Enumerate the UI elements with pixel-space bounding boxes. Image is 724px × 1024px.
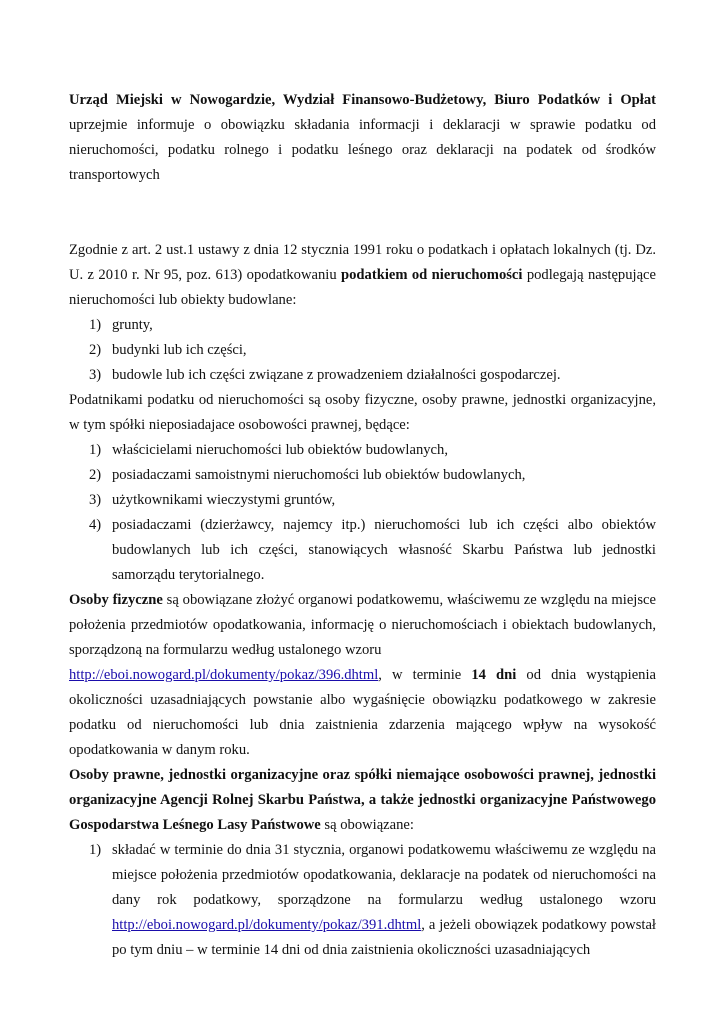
natural-persons-paragraph [69, 588, 656, 763]
natural-persons-text: są obowiązane złożyć organowi podatkowemu, właściwemu ze względu na miejsce położenia przedmiotów opodatkowania, informację o nieruchomościach i obiektach budowlanych, sporządzoną na formularzu według ustalonego wzoru [69, 592, 656, 658]
list-item [69, 338, 656, 363]
list-item-text: składać w terminie do dnia 31 stycznia, organowi podatkowemu właściwemu ze względu na miejsce położenia przedmiotów opodatkowania, deklaracje na podatek od nieruchomości na dany rok podatkowy, sporządzone na formularzu według ustalonego wzoru [112, 842, 656, 908]
list-number: 4) [89, 517, 102, 533]
list-item-text: użytkownikami wieczystymi gruntów, [112, 492, 336, 508]
list-item [69, 363, 656, 388]
list-number: 2) [89, 342, 102, 358]
spacer [69, 188, 656, 238]
list-item-text-end: , a jeżeli obowiązek podatkowy powstał po tym dniu – w terminie 14 dni od dnia zaistnienia okoliczności uzasadniających [112, 917, 656, 958]
legal-basis-bold: podatkiem od nieruchomości [341, 267, 523, 283]
intro-paragraph [69, 88, 656, 188]
list-number: 3) [89, 367, 102, 383]
obligations-list [69, 838, 656, 963]
list-number: 3) [89, 492, 102, 508]
list-number: 2) [89, 467, 102, 483]
list-number: 1) [89, 442, 102, 458]
legal-persons-paragraph [69, 763, 656, 838]
list-item [69, 313, 656, 338]
property-list [69, 313, 656, 388]
taxpayers-paragraph: Podatnikami podatku od nieruchomości są osoby fizyczne, osoby prawne, jednostki organizacyjne, w tym spółki nieposiadajace osobowości prawnej, będące: [69, 392, 656, 433]
list-item-text: budynki lub ich części, [112, 342, 247, 358]
list-item-text: posiadaczami (dzierżawcy, najemcy itp.) nieruchomości lub ich części albo obiektów budowlanych lub ich części, stanowiących własność Skarbu Państwa lub jednostki samorządu terytorialnego. [112, 517, 656, 583]
natural-persons-text-mid: , w terminie [378, 667, 472, 683]
list-item [69, 838, 656, 963]
list-item [69, 438, 656, 463]
deadline-bold: 14 dni [471, 667, 517, 683]
form-391-link[interactable]: http://eboi.nowogard.pl/dokumenty/pokaz/391.dhtml [112, 917, 422, 933]
natural-persons-text-end: od dnia wystąpienia okoliczności uzasadniających powstanie albo wygaśnięcie obowiązku podatkowego w zakresie podatku od nieruchomości lub dnia zaistnienia zdarzenia mającego wpływ na wysokość opodatkowania w danym roku. [69, 667, 657, 758]
legal-basis-text: Zgodnie z art. 2 ust.1 ustawy z dnia 12 stycznia 1991 roku o podatkach i opłatach lokalnych (tj. Dz. U. z 2010 r. Nr 95, poz. 613) opodatkowaniu [69, 242, 656, 283]
list-item-text: posiadaczami samoistnymi nieruchomości lub obiektów budowlanych, [112, 467, 526, 483]
intro-bold: Urząd Miejski w Nowogardzie, Wydział Finansowo-Budżetowy, Biuro Podatków i Opłat [69, 92, 656, 108]
list-item [69, 463, 656, 488]
legal-basis-paragraph [69, 238, 656, 313]
list-item [69, 513, 656, 588]
natural-persons-bold: Osoby fizyczne [69, 592, 163, 608]
taxpayers-list [69, 438, 656, 588]
intro-text: uprzejmie informuje o obowiązku składania informacji i deklaracji w sprawie podatku od nieruchomości, podatku rolnego i podatku leśnego oraz deklaracji na podatek od środków transportowych [69, 117, 656, 183]
list-number: 1) [89, 842, 102, 858]
list-item-text: właścicielami nieruchomości lub obiektów budowlanych, [112, 442, 448, 458]
legal-persons-text: są obowiązane: [320, 817, 414, 833]
form-396-link[interactable]: http://eboi.nowogard.pl/dokumenty/pokaz/396.dhtml [69, 667, 379, 683]
legal-basis-text-end: podlegają następujące nieruchomości lub obiekty budowlane: [69, 267, 657, 308]
list-item-text: budowle lub ich części związane z prowadzeniem działalności gospodarczej. [112, 367, 561, 383]
document-page [69, 88, 656, 963]
legal-persons-bold: Osoby prawne, jednostki organizacyjne oraz spółki niemające osobowości prawnej, jednostki organizacyjne Agencji Rolnej Skarbu Państwa, a także jednostki organizacyjne Państwowego Gospodarstwa Leśnego Lasy Państwowe [69, 767, 656, 833]
list-number: 1) [89, 317, 102, 333]
list-item-text: grunty, [112, 317, 153, 333]
list-item [69, 488, 656, 513]
